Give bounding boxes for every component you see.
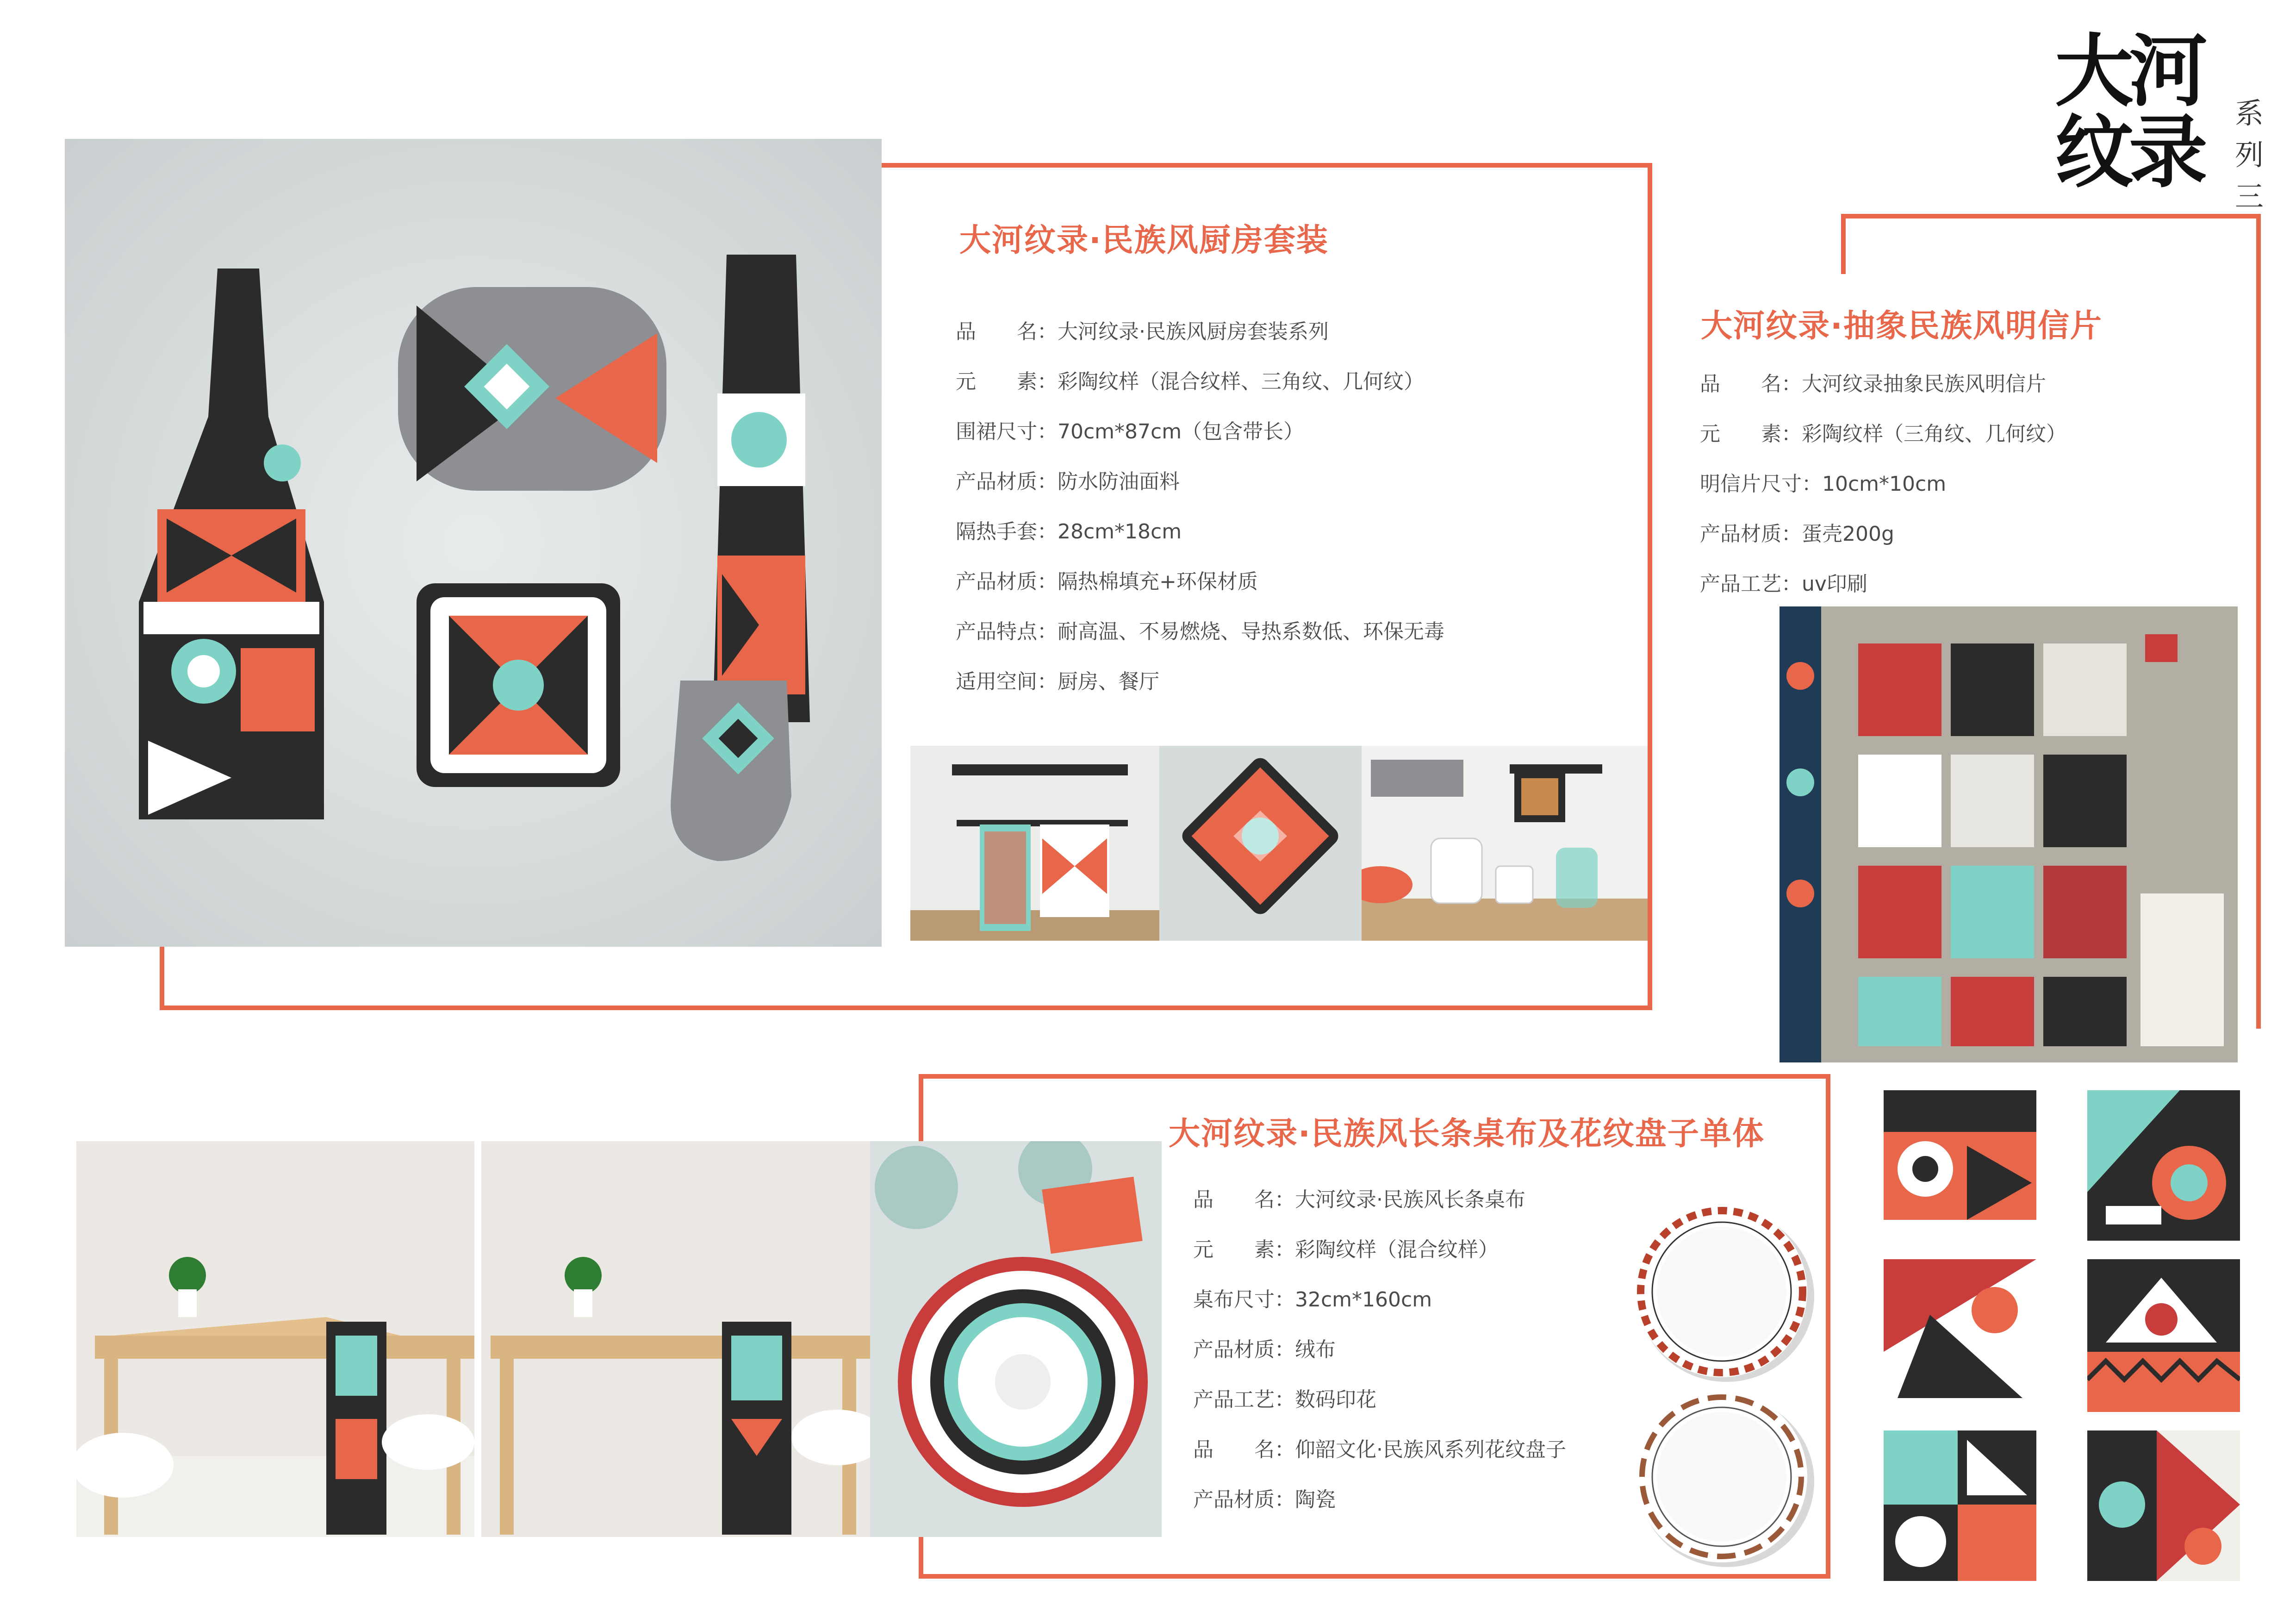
kitchen-spec-3: 围裙尺寸：70cm*87cm（包含带长）: [956, 420, 1304, 443]
series-label: [2233, 93, 2265, 218]
kitchen-spec-7: 产品特点：耐高温、不易燃烧、导热系数低、环保无毒: [956, 620, 1444, 643]
postcard-frame-left: [1841, 214, 1846, 274]
pot-holder-closeup-photo: [1159, 746, 1362, 941]
spec-key: 产品材质: [956, 470, 1037, 493]
series-char-3: 三: [2234, 180, 2264, 213]
logo-line1: 大河: [2055, 26, 2203, 118]
spec-value: 陶瓷: [1295, 1488, 1336, 1512]
kitchen-title: 大河纹录·民族风厨房套装: [959, 222, 1329, 259]
tablecloth-spec-1: 品 名：大河纹录·民族风长条桌布: [1193, 1188, 1525, 1212]
spec-key: 产品材质: [956, 570, 1037, 593]
spec-value: 70cm*87cm（包含带长）: [1058, 420, 1304, 443]
spec-value: uv印刷: [1802, 572, 1867, 596]
spec-key: 隔热手套: [956, 520, 1037, 543]
logo-line2: 纹录: [2055, 107, 2203, 199]
spec-key: 品 名: [1193, 1438, 1275, 1462]
table-runner-photo-1: [76, 1141, 474, 1537]
spec-key: 产品材质: [1193, 1338, 1275, 1362]
spec-value: 32cm*160cm: [1295, 1288, 1432, 1312]
spec-key: 产品材质: [1700, 522, 1781, 546]
kitchen-spec-8: 适用空间：厨房、餐厅: [956, 670, 1159, 693]
spec-value: 数码印花: [1295, 1388, 1376, 1412]
postcard-spec-2: 元 素：彩陶纹样（三角纹、几何纹）: [1700, 422, 2066, 446]
postcard-frame-top: [1841, 214, 2261, 219]
kitchen-spec-6: 产品材质：隔热棉填充+环保材质: [956, 570, 1258, 593]
spec-key: 产品工艺: [1193, 1388, 1275, 1412]
spec-value: 仰韶文化·民族风系列花纹盘子: [1295, 1438, 1566, 1462]
spec-value: 彩陶纹样（三角纹、几何纹）: [1802, 422, 2066, 446]
spec-value: 大河纹录·民族风厨房套装系列: [1058, 320, 1329, 344]
plate-image-1: [1629, 1199, 1814, 1384]
postcard-spec-3: 明信片尺寸：10cm*10cm: [1700, 472, 1947, 496]
postcard-frame-right: [2256, 214, 2261, 1029]
postcard-thumb-6: [2087, 1430, 2240, 1581]
spec-value: 28cm*18cm: [1058, 520, 1182, 543]
towel-rack-photo: [910, 746, 1159, 941]
spec-value: 彩陶纹样（混合纹样）: [1295, 1238, 1499, 1262]
kitchen-spec-2: 元 素：彩陶纹样（混合纹样、三角纹、几何纹）: [956, 370, 1424, 394]
postcard-title: 大河纹录·抽象民族风明信片: [1701, 308, 2103, 344]
spec-key: 元 素: [1700, 422, 1781, 446]
kitchen-main-photo: [65, 139, 882, 947]
postcard-display-photo: [1780, 606, 2238, 1062]
tablecloth-spec-3: 桌布尺寸：32cm*160cm: [1193, 1288, 1432, 1312]
spec-key: 产品工艺: [1700, 572, 1781, 596]
table-runner-photo-2: [481, 1141, 870, 1537]
spec-value: 大河纹录·民族风长条桌布: [1295, 1188, 1525, 1212]
spec-key: 元 素: [1193, 1238, 1275, 1262]
spec-key: 产品材质: [1193, 1488, 1275, 1512]
spec-value: 彩陶纹样（混合纹样、三角纹、几何纹）: [1058, 370, 1424, 394]
spec-value: 耐高温、不易燃烧、导热系数低、环保无毒: [1058, 620, 1444, 643]
spec-value: 绒布: [1295, 1338, 1336, 1362]
brand-logo: [2055, 26, 2231, 199]
spec-key: 产品特点: [956, 620, 1037, 643]
double-oven-mitt-image: [398, 287, 666, 491]
tablecloth-spec-5: 产品工艺：数码印花: [1193, 1388, 1376, 1412]
postcard-thumb-4: [2087, 1259, 2240, 1412]
spec-key: 围裙尺寸: [956, 420, 1037, 443]
tablecloth-spec-6: 品 名：仰韶文化·民族风系列花纹盘子: [1193, 1438, 1566, 1462]
pot-holder-image: [417, 583, 620, 787]
postcard-spec-4: 产品材质：蛋壳200g: [1700, 522, 1894, 546]
spec-key: 适用空间: [956, 670, 1037, 693]
spec-key: 桌布尺寸: [1193, 1288, 1275, 1312]
postcard-spec-5: 产品工艺：uv印刷: [1700, 572, 1867, 596]
plate-image-2: [1629, 1384, 1814, 1569]
tea-towel-image: [713, 255, 810, 722]
series-char-2: 列: [2234, 138, 2264, 172]
postcard-spec-1: 品 名：大河纹录抽象民族风明信片: [1700, 372, 2046, 396]
kitchen-spec-1: 品 名：大河纹录·民族风厨房套装系列: [956, 320, 1329, 344]
spec-value: 隔热棉填充+环保材质: [1058, 570, 1258, 593]
tablecloth-title: 大河纹录·民族风长条桌布及花纹盘子单体: [1169, 1109, 1774, 1154]
spec-key: 品 名: [956, 320, 1037, 344]
spec-value: 10cm*10cm: [1822, 472, 1947, 496]
postcard-thumb-5: [1884, 1430, 2036, 1581]
spec-key: 元 素: [956, 370, 1037, 394]
tablecloth-spec-2: 元 素：彩陶纹样（混合纹样）: [1193, 1238, 1499, 1262]
tablecloth-spec-7: 产品材质：陶瓷: [1193, 1488, 1336, 1512]
spec-value: 厨房、餐厅: [1058, 670, 1159, 693]
spec-key: 品 名: [1700, 372, 1781, 396]
spec-key: 明信片尺寸: [1700, 472, 1802, 496]
plate-pattern-photo: [870, 1141, 1162, 1537]
postcard-thumb-2: [2087, 1090, 2240, 1241]
spec-value: 蛋壳200g: [1802, 522, 1894, 546]
series-char-1: 系: [2234, 96, 2264, 130]
oven-glove-image: [671, 681, 791, 861]
tablecloth-spec-4: 产品材质：绒布: [1193, 1338, 1336, 1362]
spec-value: 防水防油面料: [1058, 470, 1180, 493]
spec-value: 大河纹录抽象民族风明信片: [1802, 372, 2046, 396]
kitchen-spec-5: 隔热手套：28cm*18cm: [956, 520, 1182, 543]
spec-key: 品 名: [1193, 1188, 1275, 1212]
postcard-thumb-3: [1884, 1259, 2036, 1412]
kitchen-shelf-photo: [1362, 746, 1648, 941]
postcard-thumb-1: [1884, 1090, 2036, 1241]
kitchen-spec-4: 产品材质：防水防油面料: [956, 470, 1180, 493]
